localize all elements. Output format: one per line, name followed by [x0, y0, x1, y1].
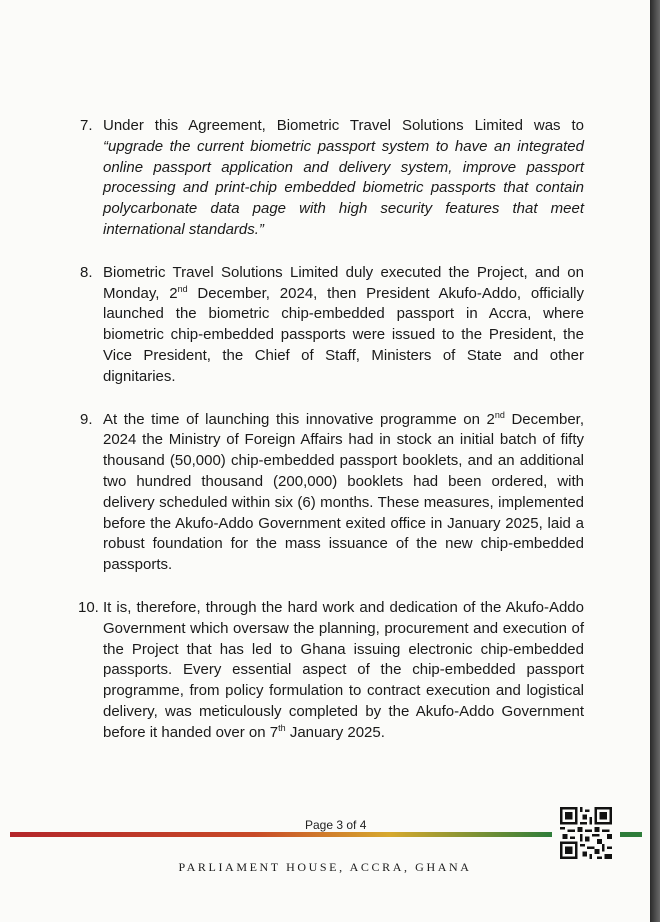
ordinal-superscript: th	[278, 722, 286, 733]
paragraph-text: At the time of launching this innovative programme on 2	[103, 410, 495, 428]
paragraph-number: 10.	[78, 598, 99, 616]
body-text	[78, 116, 584, 766]
paragraph-number: 9.	[80, 410, 93, 428]
ordinal-superscript: nd	[177, 283, 188, 294]
footer-address: PARLIAMENT HOUSE, ACCRA, GHANA	[178, 860, 472, 874]
paragraph-text: Under this Agreement, Biometric Travel Solutions Limited was to	[103, 117, 584, 134]
paragraph-text: December, 2024, then President Akufo-Addo, officially launched the biometric chip-embedded passport in Accra, where biometric chip-embedded passports were issued to the President, the Vice President, the Chief of Staff, Ministers of State and other dignitaries.	[103, 284, 584, 385]
paragraph-number: 8.	[80, 263, 93, 281]
paragraph-7	[78, 116, 584, 241]
paragraph-text: It is, therefore, through the hard work and dedication of the Akufo-Addo Government which oversaw the planning, procurement and execution of the Project that has led to Ghana issuing electronic chip-embedded passports. Every essential aspect of the chip-embedded passport programme, from policy formulation to contract execution and logistical delivery, was meticulously completed by the Akufo-Addo Government before it handed over on 7	[103, 598, 584, 741]
qr-code-icon	[560, 807, 612, 859]
paragraph-text: December, 2024 the Ministry of Foreign Affairs had in stock an initial batch of fifty thousand (50,000) chip-embedded passport booklets, and an additional two hundred thousand (200,000) booklets had been ordered, with delivery scheduled within six (6) months. These measures, implemented before the Akufo-Addo Government exited office in January 2025, laid a robust foundation for the mass issuance of the new chip-embedded passports.	[103, 410, 584, 574]
viewer-background	[650, 0, 660, 922]
ordinal-superscript: nd	[494, 409, 505, 420]
paragraph-quote: “upgrade the current biometric passport system to have an integrated online passport application and delivery system, improve passport processing and print-chip embedded biometric passports that contain polycarbonate data page with high security features that meet international standards.”	[103, 137, 584, 238]
page-number: Page 3 of 4	[305, 818, 367, 832]
paragraph-8	[78, 263, 584, 388]
paragraph-9	[78, 410, 584, 576]
flag-color-band	[10, 832, 552, 837]
paragraph-number: 7.	[80, 117, 93, 134]
paragraph-text: January 2025.	[285, 723, 385, 741]
paragraph-text: Biometric Travel Solutions Limited duly executed the Project, and on Monday, 2	[103, 263, 584, 302]
flag-color-band-end	[620, 832, 642, 837]
paragraph-10	[78, 598, 584, 744]
